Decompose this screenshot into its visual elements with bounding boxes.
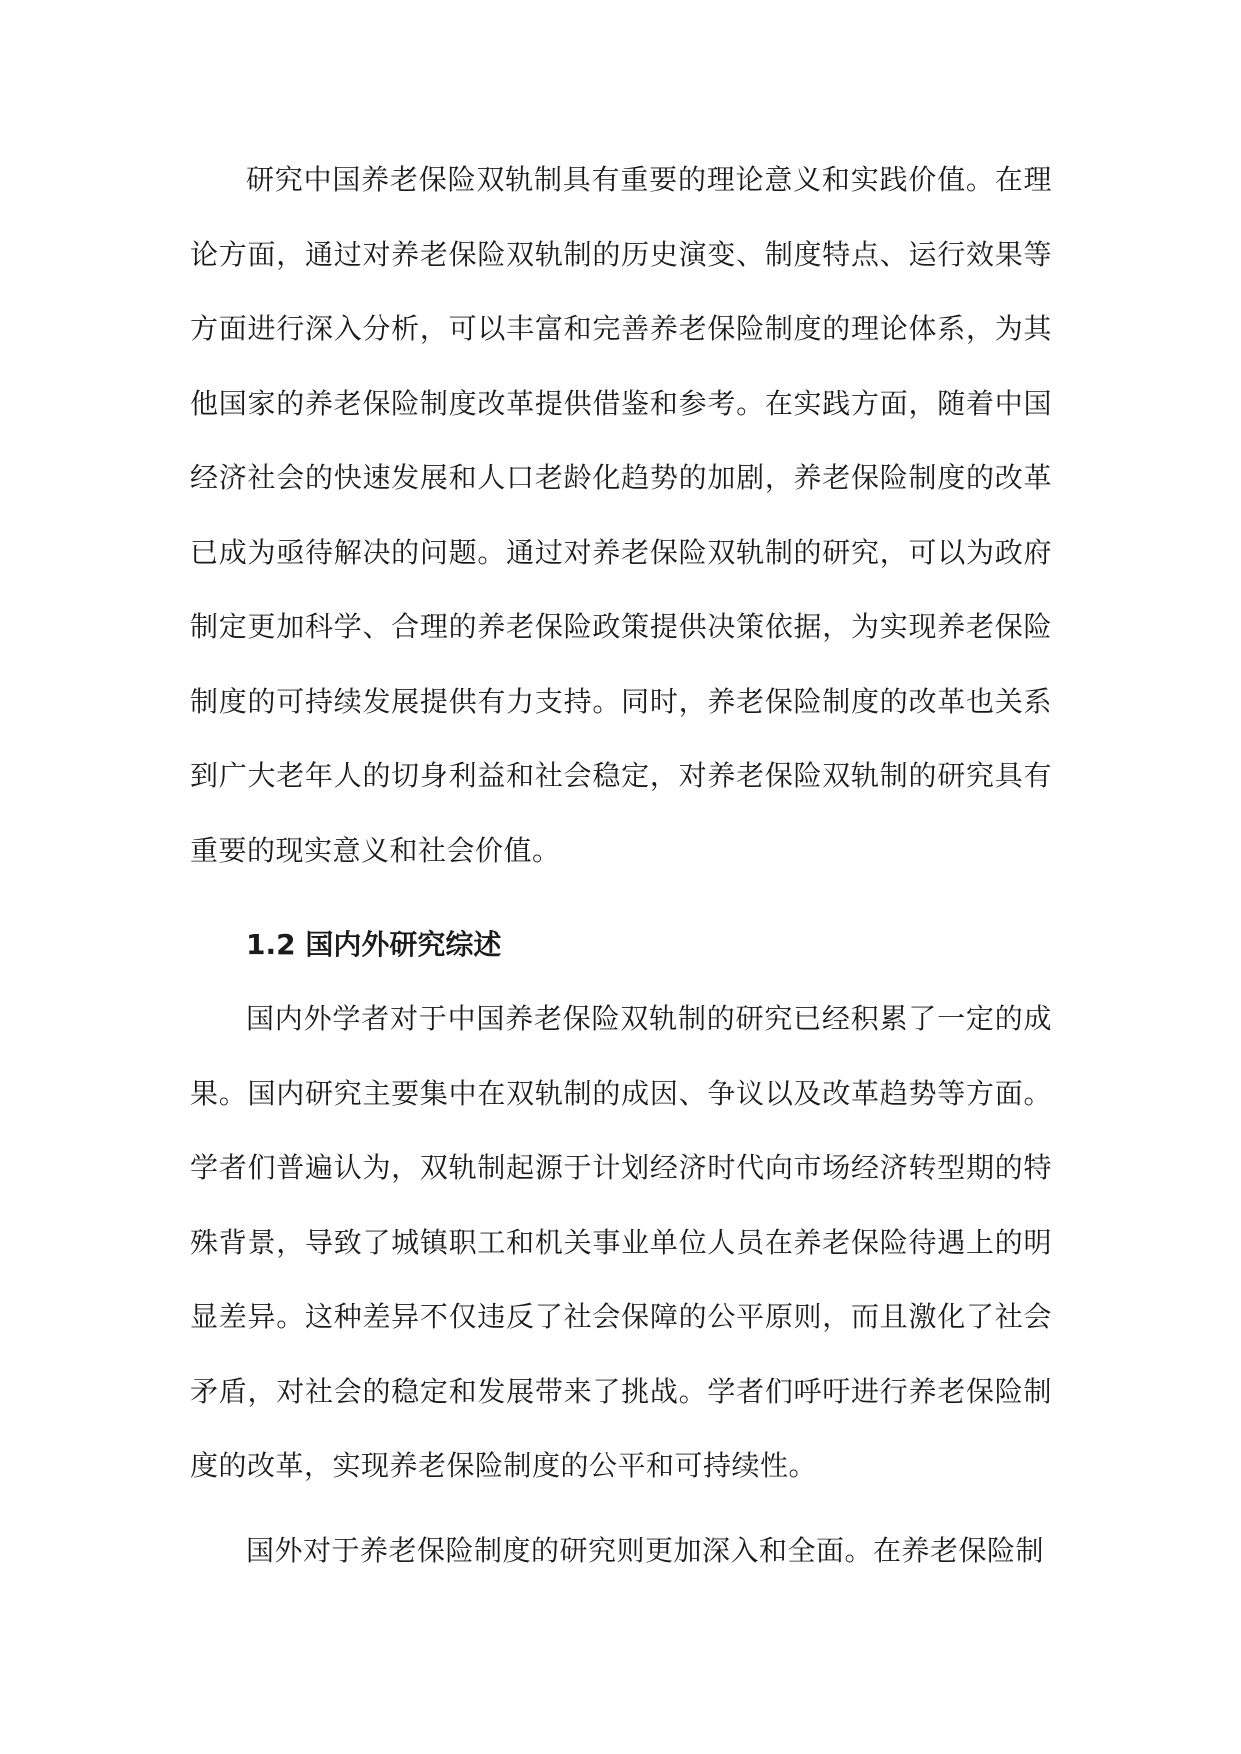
paragraph-research-significance: 研究中国养老保险双轨制具有重要的理论意义和实践价值。在理论方面，通过对养老保险双轨制的历史演变、制度特点、运行效果等方面进行深入分析，可以丰富和完善养老保险制度的理论体系，为其他国家的养老保险制度改革提供借鉴和参考。在实践方面，随着中国经济社会的快速发展和人口老龄化趋势的加剧，养老保险制度的改革已成为亟待解决的问题。通过对养老保险双轨制的研究，可以为政府制定更加科学、合理的养老保险政策提供决策依据，为实现养老保险制度的可持续发展提供有力支持。同时，养老保险制度的改革也关系到广大老年人的切身利益和社会稳定，对养老保险双轨制的研究具有重要的现实意义和社会价值。 — [190, 163, 1052, 867]
paragraph-foreign-research: 国外对于养老保险制度的研究则更加深入和全面。在养老保险制 — [246, 1533, 1045, 1567]
document-body — [190, 143, 1052, 1588]
paragraph-domestic-research: 国内外学者对于中国养老保险双轨制的研究已经积累了一定的成果。国内研究主要集中在双轨制的成因、争议以及改革趋势等方面。学者们普遍认为，双轨制起源于计划经济时代向市场经济转型期的特殊背景，导致了城镇职工和机关事业单位人员在养老保险待遇上的明显差异。这种差异不仅违反了社会保障的公平原则，而且激化了社会矛盾，对社会的稳定和发展带来了挑战。学者们呼吁进行养老保险制度的改革，实现养老保险制度的公平和可持续性。 — [190, 1002, 1052, 1482]
section-heading: 1.2 国内外研究综述 — [246, 928, 502, 961]
